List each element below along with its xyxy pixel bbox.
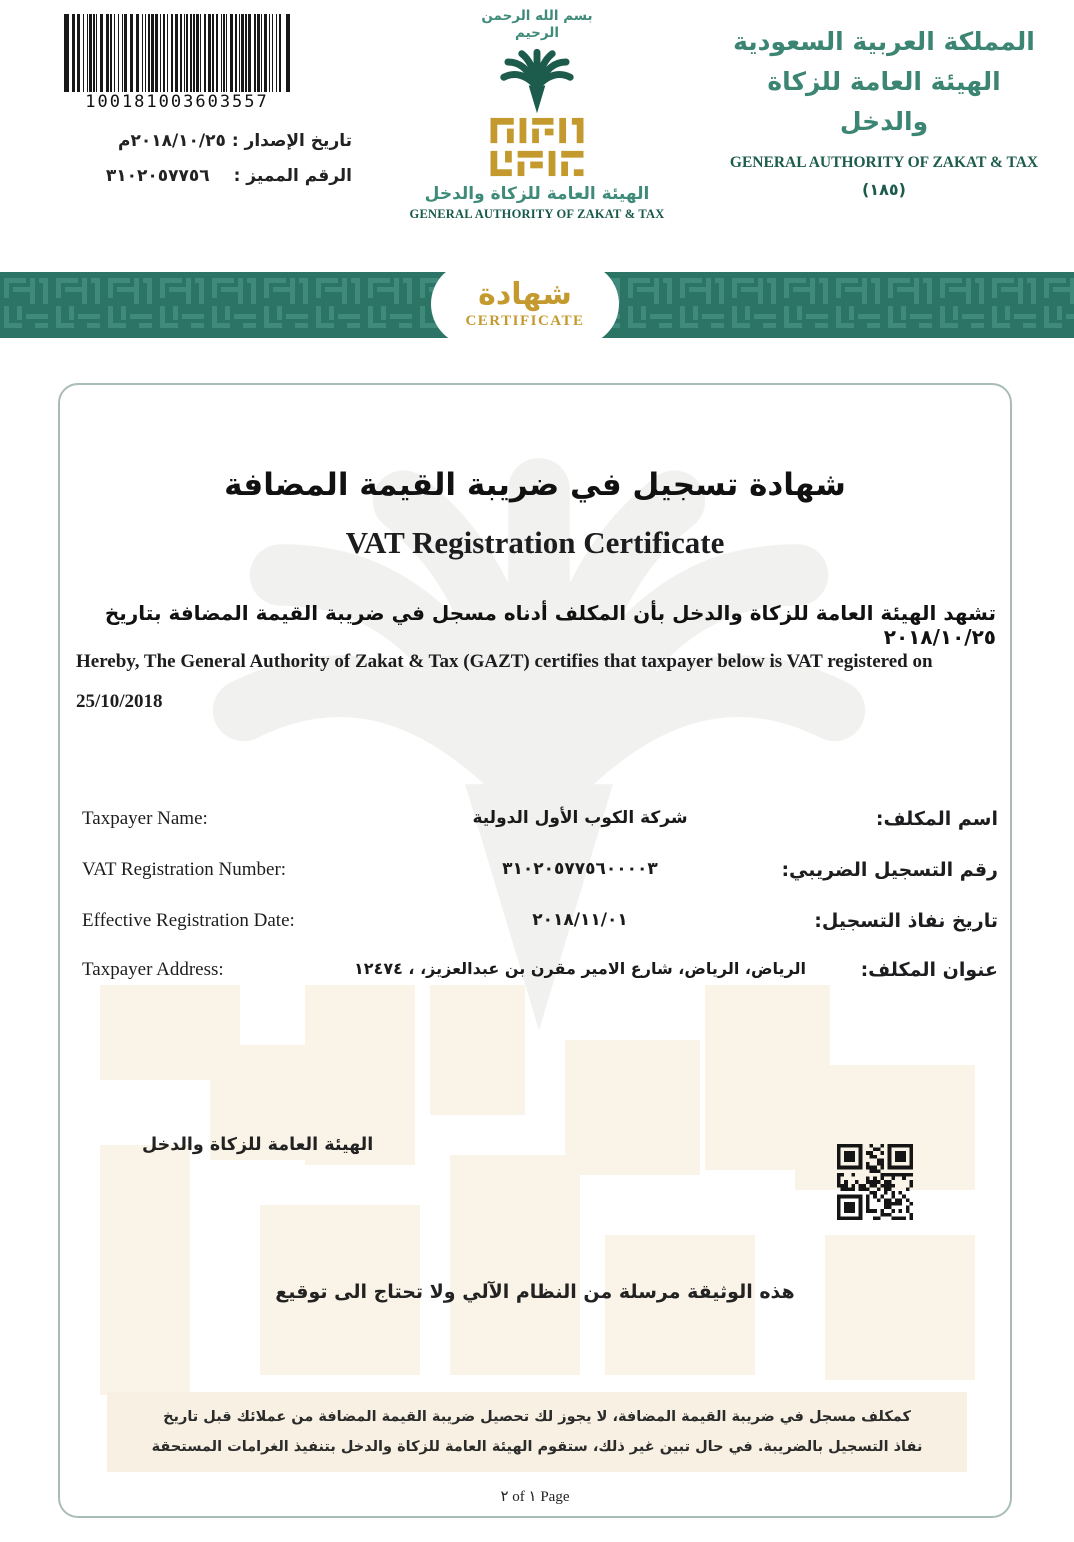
distinct-number-value: ٣١٠٢٠٥٧٧٥٦ <box>105 166 210 186</box>
certificate-title-english: VAT Registration Certificate <box>345 525 725 560</box>
field-label-en: VAT Registration Number: <box>82 859 287 880</box>
kingdom-calligraphy: المملكة العربية السعودية <box>733 27 1035 56</box>
certificate-word-arabic: شهادة <box>478 276 572 312</box>
statement-english-line2: 25/10/2018 <box>76 691 163 712</box>
barcode-bars <box>64 14 290 92</box>
field-label-ar: عنوان المكلف: <box>860 959 998 981</box>
field-row-vat-number <box>60 859 1010 891</box>
branch-code: (١٨٥) <box>862 180 906 199</box>
field-label-en: Effective Registration Date: <box>82 910 295 931</box>
page-number: ٢ of ١ Page <box>500 1489 570 1505</box>
certificate-title-arabic: شهادة تسجيل في ضريبة القيمة المضافة <box>224 467 846 503</box>
issue-date-line: تاريخ الإصدار : ٢٠١٨/١٠/٢٥م <box>118 131 352 151</box>
certificate-body <box>58 383 1012 1518</box>
qr-code <box>837 1144 913 1220</box>
authority-signature: الهيئة العامة للزكاة والدخل <box>142 1135 374 1155</box>
issue-info <box>58 124 352 194</box>
kingdom-logo <box>728 22 1040 199</box>
barcode <box>64 14 290 114</box>
barcode-number: 100181003603557 <box>80 92 274 112</box>
gazt-name-english: GENERAL AUTHORITY OF ZAKAT & TAX <box>409 207 665 221</box>
bismillah-calligraphy: بسم الله الرحمن الرحيم <box>481 8 593 41</box>
field-row-taxpayer-address <box>60 959 1010 991</box>
statement-arabic: تشهد الهيئة العامة للزكاة والدخل بأن المكلف أدناه مسجل في ضريبة القيمة المضافة بتاريخ ٢٠١٨/١٠/٢٥ <box>104 601 996 649</box>
field-label-en: Taxpayer Name: <box>82 808 208 829</box>
distinct-number-label: الرقم المميز : <box>233 166 352 186</box>
gazt-logo <box>407 8 667 222</box>
gazt-name-arabic: الهيئة العامة للزكاة والدخل <box>424 184 650 204</box>
field-value: شركة الكوب الأول الدولية <box>472 808 688 828</box>
field-row-effective-date <box>60 910 1010 942</box>
authority-name-english: GENERAL AUTHORITY OF ZAKAT & TAX <box>729 154 1039 171</box>
field-row-taxpayer-name <box>60 808 1010 840</box>
field-value: ٢٠١٨/١١/٠١ <box>532 910 628 930</box>
field-value: الرياض، الرياض، شارع الامير مقرن بن عبدالعزيز، ، ١٢٤٧٤ <box>354 959 806 978</box>
statement-english-line1: Hereby, The General Authority of Zakat & Tax (GAZT) certifies that taxpayer below is VAT registered on <box>76 651 933 672</box>
distinct-number-line <box>58 159 352 194</box>
certificate-word-english: CERTIFICATE <box>465 312 585 329</box>
auto-generated-note: هذه الوثيقة مرسلة من النظام الآلي ولا تحتاج الى توقيع <box>275 1281 795 1303</box>
footer-note: كمكلف مسجل في ضريبة القيمة المضافة، لا يجوز لك تحصيل ضريبة القيمة المضافة من عملائك قبل تاريخ نفاذ التسجيل بالضريبة. في حال تبين غير ذلك، ستقوم الهيئة العامة للزكاة والدخل بتنفيذ الغرامات المستحقة <box>107 1392 967 1472</box>
kufic-gold-icon <box>487 116 587 178</box>
field-label-ar: رقم التسجيل الضريبي: <box>781 859 998 881</box>
field-label-ar: اسم المكلف: <box>875 808 998 830</box>
certificate-pill <box>431 262 619 346</box>
field-label-ar: تاريخ نفاذ التسجيل: <box>814 910 998 932</box>
field-value: ٣١٠٢٠٥٧٧٥٦٠٠٠٠٣ <box>502 859 658 879</box>
authority-calligraphy: الهيئة العامة للزكاة والدخل <box>767 67 1001 136</box>
field-label-en: Taxpayer Address: <box>82 959 224 980</box>
palm-tree-icon <box>491 44 583 116</box>
